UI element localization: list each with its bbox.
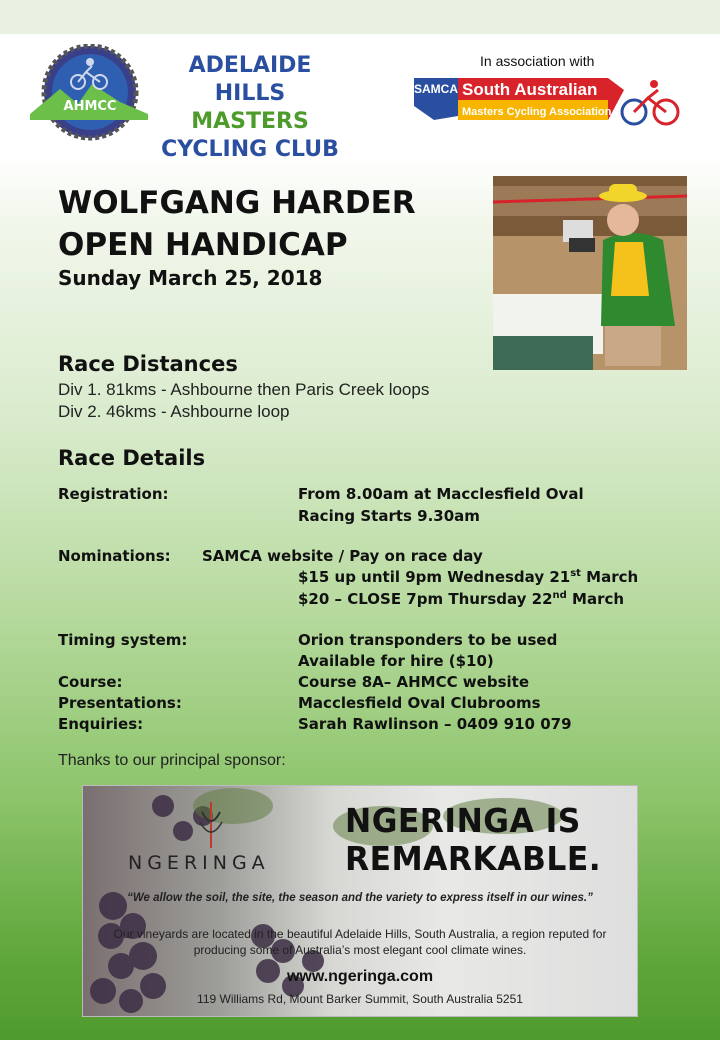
sponsor-ad	[82, 785, 638, 1017]
samca-logo	[414, 76, 684, 128]
nominations-value2	[298, 568, 638, 586]
nominations-value2-sup: st	[570, 568, 581, 579]
nominations-value3-month: March	[566, 590, 625, 608]
sponsor-quote: “We allow the soil, the site, the season and the variety to express itself in our wines.”	[127, 892, 593, 904]
distance-div1: Div 1. 81kms - Ashbourne then Paris Creek loops	[58, 380, 430, 399]
event-title	[58, 182, 416, 266]
club-name-line1: ADELAIDE HILLS	[188, 53, 312, 106]
club-name-line3: CYCLING CLUB	[161, 137, 339, 162]
timing-value2: Available for hire ($10)	[298, 652, 494, 670]
distance-div2: Div 2. 46kms - Ashbourne loop	[58, 402, 290, 421]
club-name-line2: MASTERS	[191, 109, 309, 134]
sponsor-website-link[interactable]: www.ngeringa.com	[286, 968, 434, 985]
timing-value1: Orion transponders to be used	[298, 631, 558, 649]
top-strip	[0, 0, 720, 34]
course-value: Course 8A– AHMCC website	[298, 673, 529, 691]
ahmcc-logo	[30, 44, 148, 142]
nominations-value3-sup: nd	[552, 590, 567, 601]
sponsor-description: Our vineyards are located in the beautiful Adelaide Hills, South Australia, a region reputed for producing some of Australia’s most elegant cool climate wines.	[113, 927, 607, 957]
nominations-label: Nominations:	[58, 547, 171, 565]
timekeeper-photo	[493, 176, 687, 370]
course-label: Course:	[58, 673, 123, 691]
sponsor-brand: NGERINGA	[128, 852, 270, 874]
samca-line1: South Australian	[462, 80, 598, 99]
logo-text: AHMCC	[63, 99, 117, 114]
nominations-value1: SAMCA website / Pay on race day	[202, 547, 483, 565]
event-date: Sunday March 25, 2018	[58, 266, 323, 290]
registration-value1: From 8.00am at Macclesfield Oval	[298, 485, 584, 503]
sponsor-address: 119 Williams Rd, Mount Barker Summit, South Australia 5251	[197, 992, 523, 1006]
presentations-label: Presentations:	[58, 694, 182, 712]
association-text: In association with	[480, 53, 595, 69]
sponsor-headline-line1: NGERINGA IS	[345, 801, 581, 840]
sponsor-headline	[345, 802, 601, 878]
timing-label: Timing system:	[58, 631, 188, 649]
nominations-value3-text: $20 – CLOSE 7pm Thursday 22	[298, 590, 553, 608]
race-details-heading: Race Details	[58, 446, 206, 470]
race-distances-heading: Race Distances	[58, 352, 238, 376]
nominations-value2-month: March	[580, 568, 639, 586]
samca-abbrev: SAMCA	[414, 82, 458, 96]
registration-value2: Racing Starts 9.30am	[298, 507, 480, 525]
enquiries-label: Enquiries:	[58, 715, 144, 733]
ngeringa-emblem-icon	[196, 800, 226, 850]
registration-label: Registration:	[58, 485, 169, 503]
nominations-value3	[298, 590, 624, 608]
event-title-line1: WOLFGANG HARDER	[58, 185, 416, 221]
club-name	[150, 52, 350, 164]
samca-line2: Masters Cycling Association	[462, 106, 612, 118]
enquiries-value: Sarah Rawlinson – 0409 910 079	[298, 715, 572, 733]
event-title-line2: OPEN HANDICAP	[58, 227, 348, 263]
sponsor-thanks: Thanks to our principal sponsor:	[58, 752, 286, 769]
nominations-value2-text: $15 up until 9pm Wednesday 21	[298, 568, 571, 586]
presentations-value: Macclesfield Oval Clubrooms	[298, 694, 541, 712]
sponsor-headline-line2: REMARKABLE.	[345, 839, 602, 878]
